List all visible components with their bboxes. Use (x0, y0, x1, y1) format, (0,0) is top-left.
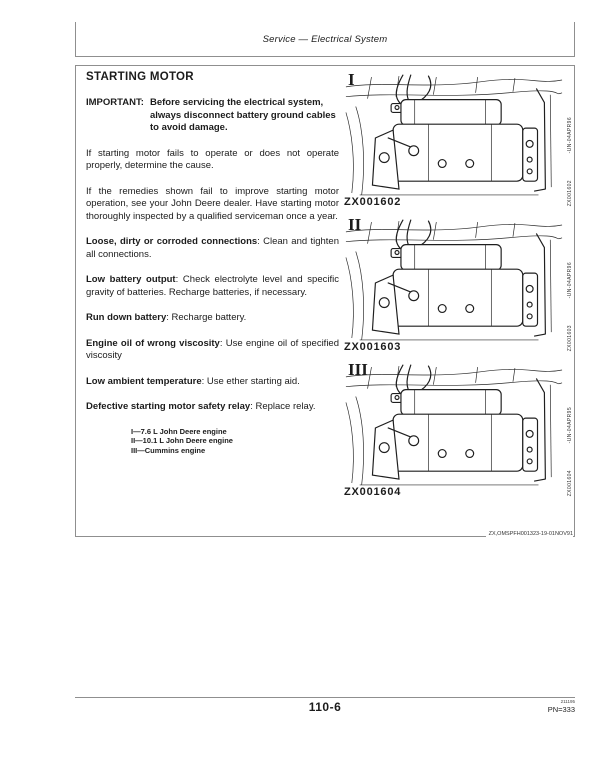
paragraph-bold: Engine oil of wrong viscosity (86, 337, 220, 349)
paragraph (86, 376, 339, 389)
paragraph-text: If starting motor fails to operate or does not operate properly, determine the cause. (86, 147, 339, 171)
paragraph (86, 148, 339, 173)
figure-3-caption: ZX001604 (344, 486, 402, 498)
starter-motor-illustration-2 (342, 216, 566, 346)
figure-3-side-date: -UN-04APR95 (567, 407, 573, 444)
legend-item: I—7.6 L John Deere engine (131, 426, 227, 436)
figure-legend (131, 427, 339, 456)
figure-2 (340, 214, 574, 357)
paragraph-bold: Defective starting motor safety relay (86, 401, 251, 412)
paragraph-bold: Loose, dirty or corroded connections (86, 236, 258, 247)
important-label: IMPORTANT: (86, 97, 144, 108)
legend-item: II—10.1 L John Deere engine (131, 436, 233, 445)
content-box (75, 65, 575, 537)
document-code: ZX,OMSPFH001323-19-01NOV91 (486, 531, 573, 537)
paragraph-text: : Use ether starting aid. (201, 375, 300, 387)
paragraph-text: : Replace relay. (250, 401, 316, 412)
paragraph-text: If the remedies shown fail to improve starting motor operation, see your John Deere dealer. Have starting motor thoroughly inspected by a qualified serviceman once a year. (86, 185, 339, 222)
paragraph-text: : Check electrolyte level and specific gravity of batteries. Recharge batteries, if necessary. (86, 274, 339, 298)
print-code: 211195 (560, 699, 575, 704)
figure-3-side-code: ZX001604 (567, 469, 573, 496)
legend-item: III—Cummins engine (131, 445, 206, 455)
figure-1-side-code: ZX001602 (567, 179, 573, 206)
important-text: Before servicing the electrical system, always disconnect battery ground cables to avoid damage. (150, 97, 336, 133)
header-title: Service — Electrical System (262, 33, 388, 45)
figure-2-side-code: ZX001603 (567, 324, 573, 351)
paragraph (86, 338, 339, 363)
figure-1 (340, 69, 574, 212)
paragraph-text: : Clean and tighten all connections. (86, 236, 339, 260)
paragraph-bold: Low ambient temperature (86, 375, 202, 387)
important-note (86, 97, 339, 135)
figure-2-numeral: II (348, 215, 362, 234)
paragraph-text: : Use engine oil of specified viscosity (86, 337, 339, 361)
figure-2-caption: ZX001603 (344, 341, 402, 353)
figure-1-caption: ZX001602 (344, 196, 402, 208)
page-number: 110-6 (308, 700, 342, 714)
paragraph (86, 312, 339, 325)
figure-2-side-date: -UN-04APR96 (567, 262, 573, 299)
paragraph-bold: Run down battery (86, 312, 167, 323)
part-number: PN=333 (547, 705, 575, 714)
figure-3 (340, 359, 574, 502)
starter-motor-illustration-1 (342, 71, 566, 201)
page-header (75, 22, 575, 57)
paragraph (86, 186, 339, 224)
paragraph-bold: Low battery output (86, 274, 176, 285)
starter-motor-illustration-3 (342, 361, 566, 491)
figure-1-numeral: I (348, 70, 355, 89)
figure-1-side-date: -UN-04APR96 (567, 117, 573, 154)
footer-rule (75, 697, 575, 698)
paragraph (86, 274, 339, 299)
paragraph-text: : Recharge battery. (166, 312, 247, 323)
text-column (86, 71, 339, 455)
paragraph (86, 401, 339, 414)
section-title: STARTING MOTOR (86, 71, 194, 83)
paragraph (86, 236, 339, 261)
figure-3-numeral: III (348, 360, 368, 379)
